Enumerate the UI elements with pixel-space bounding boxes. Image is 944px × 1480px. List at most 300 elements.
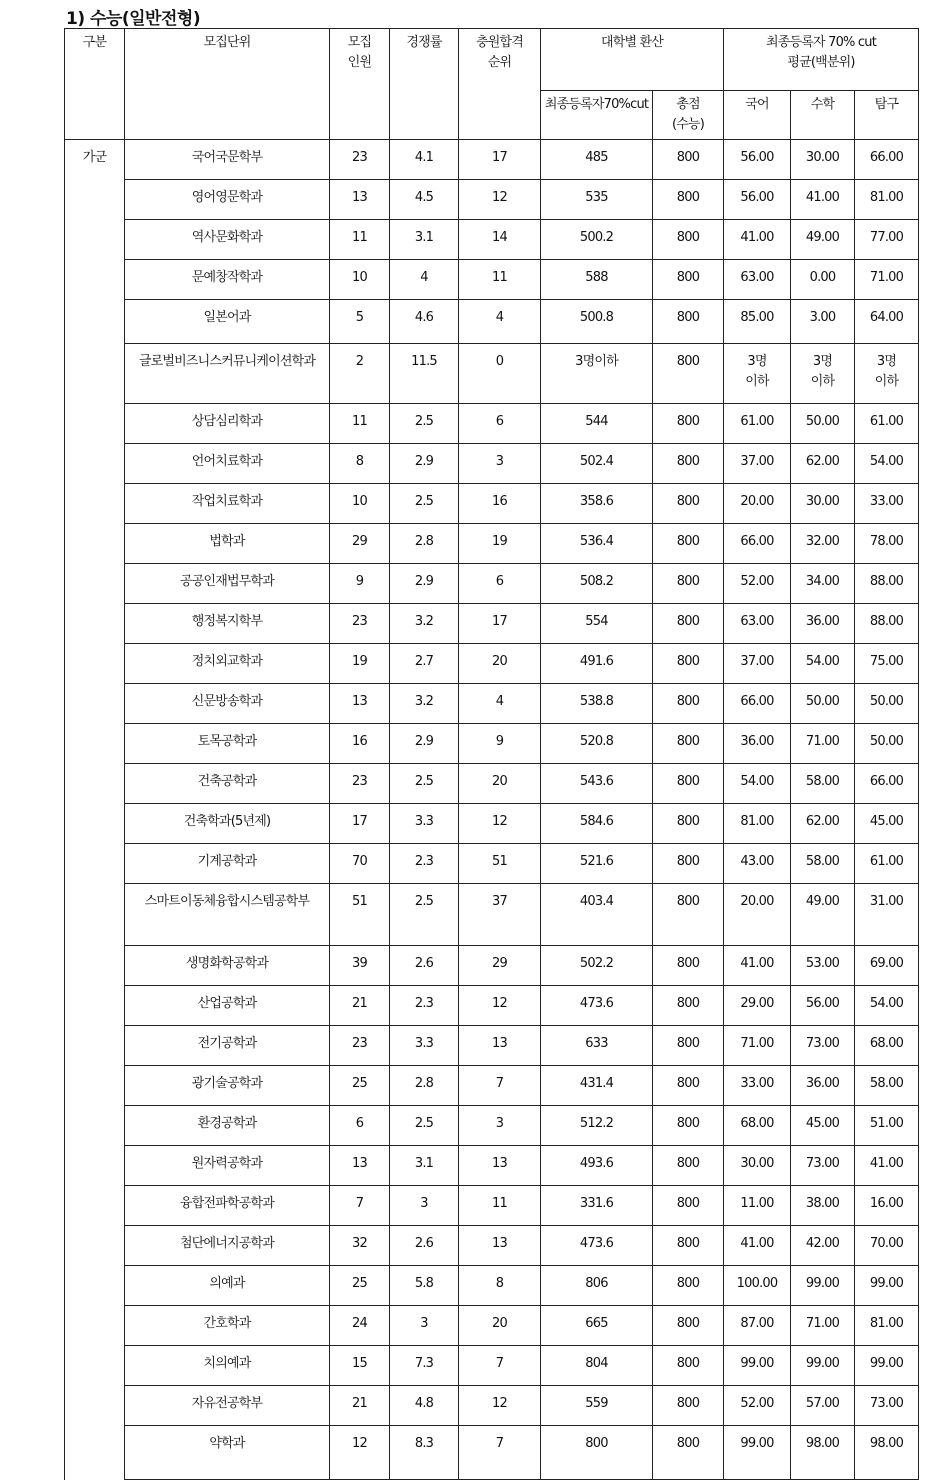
- table-row: [65, 946, 919, 986]
- table-row: [65, 260, 919, 300]
- math-avg-cell: 45.00: [791, 1106, 855, 1146]
- final70-cut-cell: 502.4: [541, 444, 653, 484]
- total-score-cell: 800: [653, 844, 724, 884]
- header-final70-cut: 최종등록자70%cut: [541, 91, 653, 140]
- waitlist-rank-cell: 17: [459, 140, 541, 180]
- explore-avg-cell: 99.00: [855, 1266, 919, 1306]
- quota-cell: 70: [330, 844, 390, 884]
- waitlist-rank-cell: 20: [459, 764, 541, 804]
- final70-cut-cell: 559: [541, 1386, 653, 1426]
- korean-avg-cell: 99.00: [724, 1426, 791, 1480]
- math-avg-cell: 34.00: [791, 564, 855, 604]
- table-row: [65, 844, 919, 884]
- final70-cut-cell: 543.6: [541, 764, 653, 804]
- total-score-cell: 800: [653, 344, 724, 404]
- total-score-cell: 800: [653, 764, 724, 804]
- table-row: [65, 1146, 919, 1186]
- waitlist-rank-cell: 12: [459, 180, 541, 220]
- quota-cell: 6: [330, 1106, 390, 1146]
- waitlist-rank-cell: 37: [459, 884, 541, 946]
- explore-avg-cell: 3명 이하: [855, 344, 919, 404]
- waitlist-rank-cell: 19: [459, 524, 541, 564]
- final70-cut-cell: 502.2: [541, 946, 653, 986]
- korean-avg-cell: 99.00: [724, 1346, 791, 1386]
- total-score-cell: 800: [653, 684, 724, 724]
- unit-name-cell: 국어국문학부: [125, 140, 330, 180]
- table-row: [65, 764, 919, 804]
- math-avg-cell: 62.00: [791, 804, 855, 844]
- quota-cell: 23: [330, 604, 390, 644]
- total-score-cell: 800: [653, 1146, 724, 1186]
- table-row: [65, 1426, 919, 1480]
- korean-avg-cell: 52.00: [724, 564, 791, 604]
- competition-rate-cell: 2.5: [390, 884, 459, 946]
- waitlist-rank-cell: 12: [459, 986, 541, 1026]
- total-score-cell: 800: [653, 260, 724, 300]
- quota-cell: 21: [330, 1386, 390, 1426]
- table-row: [65, 1386, 919, 1426]
- korean-avg-cell: 36.00: [724, 724, 791, 764]
- waitlist-rank-cell: 3: [459, 444, 541, 484]
- total-score-cell: 800: [653, 524, 724, 564]
- unit-name-cell: 광기술공학과: [125, 1066, 330, 1106]
- quota-cell: 23: [330, 140, 390, 180]
- korean-avg-cell: 56.00: [724, 140, 791, 180]
- competition-rate-cell: 4.1: [390, 140, 459, 180]
- math-avg-cell: 3명 이하: [791, 344, 855, 404]
- unit-name-cell: 스마트이동체융합시스템공학부: [125, 884, 330, 946]
- waitlist-rank-cell: 14: [459, 220, 541, 260]
- header-competition-rate: 경쟁률: [390, 29, 459, 140]
- quota-cell: 11: [330, 220, 390, 260]
- quota-cell: 51: [330, 884, 390, 946]
- quota-cell: 16: [330, 724, 390, 764]
- unit-name-cell: 상담심리학과: [125, 404, 330, 444]
- waitlist-rank-cell: 17: [459, 604, 541, 644]
- quota-cell: 5: [330, 300, 390, 344]
- waitlist-rank-cell: 16: [459, 484, 541, 524]
- korean-avg-cell: 11.00: [724, 1186, 791, 1226]
- competition-rate-cell: 2.9: [390, 564, 459, 604]
- competition-rate-cell: 3.3: [390, 1026, 459, 1066]
- unit-name-cell: 행정복지학부: [125, 604, 330, 644]
- unit-name-cell: 건축학과(5년제): [125, 804, 330, 844]
- korean-avg-cell: 100.00: [724, 1266, 791, 1306]
- korean-avg-cell: 85.00: [724, 300, 791, 344]
- korean-avg-cell: 20.00: [724, 884, 791, 946]
- korean-avg-cell: 37.00: [724, 444, 791, 484]
- total-score-cell: 800: [653, 1266, 724, 1306]
- unit-name-cell: 토목공학과: [125, 724, 330, 764]
- competition-rate-cell: 2.5: [390, 764, 459, 804]
- competition-rate-cell: 2.6: [390, 1226, 459, 1266]
- korean-avg-cell: 43.00: [724, 844, 791, 884]
- final70-cut-cell: 554: [541, 604, 653, 644]
- korean-avg-cell: 33.00: [724, 1066, 791, 1106]
- competition-rate-cell: 3.2: [390, 604, 459, 644]
- table-row: [65, 1026, 919, 1066]
- total-score-cell: 800: [653, 300, 724, 344]
- table-row: [65, 300, 919, 344]
- header-waitlist-rank: 충원합격 순위: [459, 29, 541, 140]
- competition-rate-cell: 2.7: [390, 644, 459, 684]
- korean-avg-cell: 66.00: [724, 524, 791, 564]
- total-score-cell: 800: [653, 484, 724, 524]
- table-row: [65, 220, 919, 260]
- korean-avg-cell: 63.00: [724, 260, 791, 300]
- explore-avg-cell: 50.00: [855, 684, 919, 724]
- explore-avg-cell: 81.00: [855, 1306, 919, 1346]
- final70-cut-cell: 536.4: [541, 524, 653, 564]
- unit-name-cell: 약학과: [125, 1426, 330, 1480]
- final70-cut-cell: 500.8: [541, 300, 653, 344]
- competition-rate-cell: 7.3: [390, 1346, 459, 1386]
- waitlist-rank-cell: 6: [459, 564, 541, 604]
- competition-rate-cell: 3.3: [390, 804, 459, 844]
- table-body: [65, 140, 919, 1480]
- unit-name-cell: 원자력공학과: [125, 1146, 330, 1186]
- header-unit: 모집단위: [125, 29, 330, 140]
- competition-rate-cell: 2.5: [390, 404, 459, 444]
- unit-name-cell: 치의예과: [125, 1346, 330, 1386]
- korean-avg-cell: 3명 이하: [724, 344, 791, 404]
- total-score-cell: 800: [653, 1106, 724, 1146]
- quota-cell: 2: [330, 344, 390, 404]
- math-avg-cell: 50.00: [791, 404, 855, 444]
- unit-name-cell: 문예창작학과: [125, 260, 330, 300]
- unit-name-cell: 일본어과: [125, 300, 330, 344]
- waitlist-rank-cell: 4: [459, 300, 541, 344]
- total-score-cell: 800: [653, 804, 724, 844]
- math-avg-cell: 58.00: [791, 764, 855, 804]
- total-score-cell: 800: [653, 1186, 724, 1226]
- competition-rate-cell: 3.2: [390, 684, 459, 724]
- explore-avg-cell: 78.00: [855, 524, 919, 564]
- math-avg-cell: 99.00: [791, 1346, 855, 1386]
- unit-name-cell: 생명화학공학과: [125, 946, 330, 986]
- quota-cell: 8: [330, 444, 390, 484]
- explore-avg-cell: 69.00: [855, 946, 919, 986]
- table-row: [65, 986, 919, 1026]
- total-score-cell: 800: [653, 1346, 724, 1386]
- quota-cell: 29: [330, 524, 390, 564]
- math-avg-cell: 73.00: [791, 1146, 855, 1186]
- header-cut-average: 최종등록자 70% cut 평균(백분위): [724, 29, 919, 91]
- math-avg-cell: 41.00: [791, 180, 855, 220]
- korean-avg-cell: 52.00: [724, 1386, 791, 1426]
- explore-avg-cell: 88.00: [855, 564, 919, 604]
- explore-avg-cell: 31.00: [855, 884, 919, 946]
- table-row: [65, 884, 919, 946]
- korean-avg-cell: 20.00: [724, 484, 791, 524]
- competition-rate-cell: 2.8: [390, 524, 459, 564]
- final70-cut-cell: 804: [541, 1346, 653, 1386]
- final70-cut-cell: 800: [541, 1426, 653, 1480]
- math-avg-cell: 32.00: [791, 524, 855, 564]
- explore-avg-cell: 58.00: [855, 1066, 919, 1106]
- competition-rate-cell: 2.5: [390, 484, 459, 524]
- explore-avg-cell: 16.00: [855, 1186, 919, 1226]
- explore-avg-cell: 68.00: [855, 1026, 919, 1066]
- math-avg-cell: 58.00: [791, 844, 855, 884]
- waitlist-rank-cell: 9: [459, 724, 541, 764]
- explore-avg-cell: 73.00: [855, 1386, 919, 1426]
- korean-avg-cell: 37.00: [724, 644, 791, 684]
- total-score-cell: 800: [653, 986, 724, 1026]
- table-row: [65, 1106, 919, 1146]
- math-avg-cell: 98.00: [791, 1426, 855, 1480]
- header-korean: 국어: [724, 91, 791, 140]
- explore-avg-cell: 71.00: [855, 260, 919, 300]
- quota-cell: 9: [330, 564, 390, 604]
- table-row: [65, 604, 919, 644]
- table-row: [65, 404, 919, 444]
- final70-cut-cell: 520.8: [541, 724, 653, 764]
- table-row: [65, 644, 919, 684]
- unit-name-cell: 역사문화학과: [125, 220, 330, 260]
- table-row: [65, 1306, 919, 1346]
- explore-avg-cell: 61.00: [855, 404, 919, 444]
- unit-name-cell: 융합전파학공학과: [125, 1186, 330, 1226]
- unit-name-cell: 환경공학과: [125, 1106, 330, 1146]
- competition-rate-cell: 5.8: [390, 1266, 459, 1306]
- final70-cut-cell: 431.4: [541, 1066, 653, 1106]
- korean-avg-cell: 41.00: [724, 946, 791, 986]
- korean-avg-cell: 29.00: [724, 986, 791, 1026]
- total-score-cell: 800: [653, 644, 724, 684]
- explore-avg-cell: 99.00: [855, 1346, 919, 1386]
- table-row: [65, 804, 919, 844]
- header-quota: 모집 인원: [330, 29, 390, 140]
- waitlist-rank-cell: 51: [459, 844, 541, 884]
- final70-cut-cell: 358.6: [541, 484, 653, 524]
- competition-rate-cell: 2.8: [390, 1066, 459, 1106]
- korean-avg-cell: 54.00: [724, 764, 791, 804]
- quota-cell: 25: [330, 1266, 390, 1306]
- header-math: 수학: [791, 91, 855, 140]
- table-row: [65, 344, 919, 404]
- unit-name-cell: 산업공학과: [125, 986, 330, 1026]
- math-avg-cell: 30.00: [791, 140, 855, 180]
- total-score-cell: 800: [653, 724, 724, 764]
- explore-avg-cell: 98.00: [855, 1426, 919, 1480]
- explore-avg-cell: 33.00: [855, 484, 919, 524]
- math-avg-cell: 0.00: [791, 260, 855, 300]
- table-row: [65, 724, 919, 764]
- table-header: [65, 29, 919, 140]
- math-avg-cell: 71.00: [791, 724, 855, 764]
- quota-cell: 10: [330, 260, 390, 300]
- competition-rate-cell: 3: [390, 1306, 459, 1346]
- waitlist-rank-cell: 20: [459, 644, 541, 684]
- explore-avg-cell: 64.00: [855, 300, 919, 344]
- section-title: 1) 수능(일반전형): [66, 9, 201, 29]
- total-score-cell: 800: [653, 444, 724, 484]
- explore-avg-cell: 50.00: [855, 724, 919, 764]
- final70-cut-cell: 535: [541, 180, 653, 220]
- final70-cut-cell: 588: [541, 260, 653, 300]
- korean-avg-cell: 30.00: [724, 1146, 791, 1186]
- math-avg-cell: 73.00: [791, 1026, 855, 1066]
- total-score-cell: 800: [653, 1386, 724, 1426]
- final70-cut-cell: 331.6: [541, 1186, 653, 1226]
- korean-avg-cell: 41.00: [724, 1226, 791, 1266]
- total-score-cell: 800: [653, 884, 724, 946]
- final70-cut-cell: 633: [541, 1026, 653, 1066]
- math-avg-cell: 38.00: [791, 1186, 855, 1226]
- waitlist-rank-cell: 6: [459, 404, 541, 444]
- explore-avg-cell: 77.00: [855, 220, 919, 260]
- korean-avg-cell: 87.00: [724, 1306, 791, 1346]
- korean-avg-cell: 63.00: [724, 604, 791, 644]
- competition-rate-cell: 4.6: [390, 300, 459, 344]
- explore-avg-cell: 81.00: [855, 180, 919, 220]
- final70-cut-cell: 473.6: [541, 986, 653, 1026]
- waitlist-rank-cell: 12: [459, 1386, 541, 1426]
- total-score-cell: 800: [653, 604, 724, 644]
- math-avg-cell: 50.00: [791, 684, 855, 724]
- total-score-cell: 800: [653, 180, 724, 220]
- korean-avg-cell: 66.00: [724, 684, 791, 724]
- unit-name-cell: 신문방송학과: [125, 684, 330, 724]
- competition-rate-cell: 4.8: [390, 1386, 459, 1426]
- header-converted-score: 대학별 환산: [541, 29, 724, 91]
- math-avg-cell: 30.00: [791, 484, 855, 524]
- final70-cut-cell: 493.6: [541, 1146, 653, 1186]
- quota-cell: 23: [330, 1026, 390, 1066]
- explore-avg-cell: 75.00: [855, 644, 919, 684]
- waitlist-rank-cell: 0: [459, 344, 541, 404]
- waitlist-rank-cell: 8: [459, 1266, 541, 1306]
- quota-cell: 24: [330, 1306, 390, 1346]
- quota-cell: 21: [330, 986, 390, 1026]
- competition-rate-cell: 2.9: [390, 724, 459, 764]
- unit-name-cell: 의예과: [125, 1266, 330, 1306]
- final70-cut-cell: 473.6: [541, 1226, 653, 1266]
- total-score-cell: 800: [653, 404, 724, 444]
- quota-cell: 7: [330, 1186, 390, 1226]
- header-group: 구분: [65, 29, 125, 140]
- waitlist-rank-cell: 20: [459, 1306, 541, 1346]
- competition-rate-cell: 11.5: [390, 344, 459, 404]
- korean-avg-cell: 81.00: [724, 804, 791, 844]
- table-row: [65, 180, 919, 220]
- unit-name-cell: 자유전공학부: [125, 1386, 330, 1426]
- math-avg-cell: 49.00: [791, 220, 855, 260]
- final70-cut-cell: 538.8: [541, 684, 653, 724]
- competition-rate-cell: 2.6: [390, 946, 459, 986]
- waitlist-rank-cell: 13: [459, 1146, 541, 1186]
- competition-rate-cell: 3.1: [390, 220, 459, 260]
- table-row: [65, 140, 919, 180]
- final70-cut-cell: 403.4: [541, 884, 653, 946]
- competition-rate-cell: 2.9: [390, 444, 459, 484]
- math-avg-cell: 3.00: [791, 300, 855, 344]
- table-row: [65, 1346, 919, 1386]
- competition-rate-cell: 4: [390, 260, 459, 300]
- math-avg-cell: 71.00: [791, 1306, 855, 1346]
- table-row: [65, 1266, 919, 1306]
- explore-avg-cell: 66.00: [855, 140, 919, 180]
- quota-cell: 19: [330, 644, 390, 684]
- table-row: [65, 1226, 919, 1266]
- total-score-cell: 800: [653, 1066, 724, 1106]
- competition-rate-cell: 3: [390, 1186, 459, 1226]
- waitlist-rank-cell: 7: [459, 1426, 541, 1480]
- unit-name-cell: 글로벌비즈니스커뮤니케이션학과: [125, 344, 330, 404]
- korean-avg-cell: 71.00: [724, 1026, 791, 1066]
- math-avg-cell: 42.00: [791, 1226, 855, 1266]
- total-score-cell: 800: [653, 564, 724, 604]
- unit-name-cell: 첨단에너지공학과: [125, 1226, 330, 1266]
- total-score-cell: 800: [653, 220, 724, 260]
- waitlist-rank-cell: 4: [459, 684, 541, 724]
- header-total-score: 총점 (수능): [653, 91, 724, 140]
- quota-cell: 32: [330, 1226, 390, 1266]
- unit-name-cell: 건축공학과: [125, 764, 330, 804]
- waitlist-rank-cell: 3: [459, 1106, 541, 1146]
- quota-cell: 15: [330, 1346, 390, 1386]
- total-score-cell: 800: [653, 140, 724, 180]
- quota-cell: 13: [330, 180, 390, 220]
- final70-cut-cell: 584.6: [541, 804, 653, 844]
- math-avg-cell: 57.00: [791, 1386, 855, 1426]
- quota-cell: 13: [330, 684, 390, 724]
- math-avg-cell: 36.00: [791, 1066, 855, 1106]
- waitlist-rank-cell: 13: [459, 1226, 541, 1266]
- explore-avg-cell: 66.00: [855, 764, 919, 804]
- korean-avg-cell: 41.00: [724, 220, 791, 260]
- explore-avg-cell: 51.00: [855, 1106, 919, 1146]
- total-score-cell: 800: [653, 1426, 724, 1480]
- explore-avg-cell: 45.00: [855, 804, 919, 844]
- competition-rate-cell: 2.3: [390, 986, 459, 1026]
- quota-cell: 10: [330, 484, 390, 524]
- group-cell: 가군: [65, 140, 125, 1480]
- unit-name-cell: 영어영문학과: [125, 180, 330, 220]
- competition-rate-cell: 3.1: [390, 1146, 459, 1186]
- unit-name-cell: 간호학과: [125, 1306, 330, 1346]
- unit-name-cell: 공공인재법무학과: [125, 564, 330, 604]
- final70-cut-cell: 806: [541, 1266, 653, 1306]
- total-score-cell: 800: [653, 946, 724, 986]
- math-avg-cell: 56.00: [791, 986, 855, 1026]
- korean-avg-cell: 61.00: [724, 404, 791, 444]
- explore-avg-cell: 88.00: [855, 604, 919, 644]
- competition-rate-cell: 8.3: [390, 1426, 459, 1480]
- math-avg-cell: 49.00: [791, 884, 855, 946]
- waitlist-rank-cell: 7: [459, 1066, 541, 1106]
- table-row: [65, 524, 919, 564]
- waitlist-rank-cell: 13: [459, 1026, 541, 1066]
- math-avg-cell: 36.00: [791, 604, 855, 644]
- unit-name-cell: 정치외교학과: [125, 644, 330, 684]
- admission-results-table: [64, 28, 919, 1480]
- waitlist-rank-cell: 7: [459, 1346, 541, 1386]
- competition-rate-cell: 2.3: [390, 844, 459, 884]
- explore-avg-cell: 61.00: [855, 844, 919, 884]
- total-score-cell: 800: [653, 1306, 724, 1346]
- unit-name-cell: 법학과: [125, 524, 330, 564]
- quota-cell: 17: [330, 804, 390, 844]
- quota-cell: 23: [330, 764, 390, 804]
- table-row: [65, 444, 919, 484]
- waitlist-rank-cell: 11: [459, 260, 541, 300]
- waitlist-rank-cell: 11: [459, 1186, 541, 1226]
- table-row: [65, 1066, 919, 1106]
- math-avg-cell: 54.00: [791, 644, 855, 684]
- unit-name-cell: 언어치료학과: [125, 444, 330, 484]
